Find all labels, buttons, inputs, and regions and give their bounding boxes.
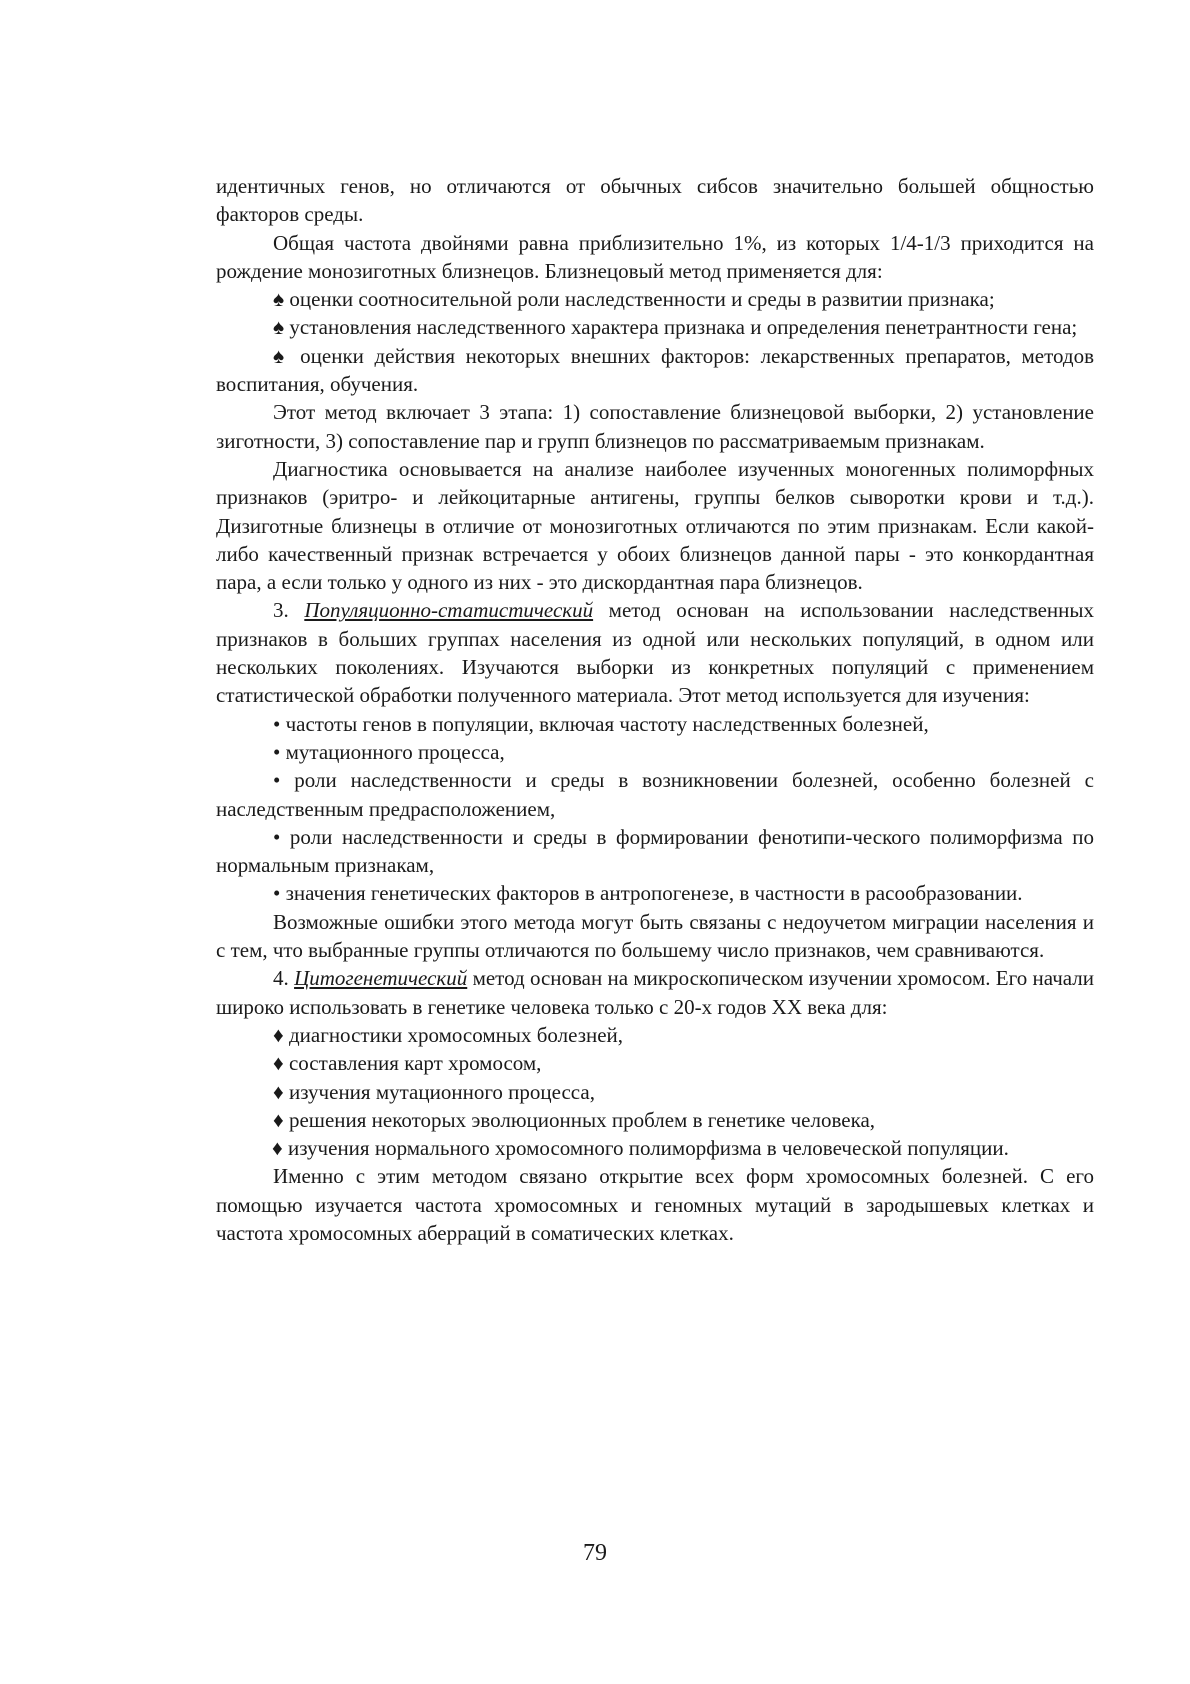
- list-item: ♦ составления карт хромосом,: [273, 1051, 542, 1076]
- list-item: ♦ диагностики хромосомных болезней,: [273, 1022, 624, 1047]
- section-paragraph: [216, 964, 1094, 1021]
- section-number: 4.: [273, 966, 289, 991]
- list-item: ♠ установления наследственного характера признака и определения пенетрантности гена;: [273, 315, 1078, 340]
- page-body: [216, 172, 1094, 1247]
- list-item: ♦ изучения мутационного процесса,: [273, 1079, 595, 1104]
- section-number: 3.: [273, 598, 289, 623]
- list-item: • роли наследственности и среды в возникновении болезней, особенно болезней с наследственным предрасположением,: [216, 768, 1094, 821]
- paragraph: Именно с этим методом связано открытие всех форм хромосомных болезней. С его помощью изучается частота хромосомных и геномных мутаций в зародышевых клетках и частота хромосомных аберраций в соматических клетках.: [216, 1164, 1094, 1245]
- list-item: ♦ решения некоторых эволюционных проблем в генетике человека,: [273, 1107, 876, 1132]
- paragraph: Диагностика основывается на анализе наиболее изученных моногенных полиморфных признаков (эритро- и лейкоцитарные антигены, группы белков сыворотки крови и т.д.). Дизиготные близнецы в отличие от монозиготных отличаются по этим признакам. Если какой-либо качественный признак встречается у обоих близнецов данной пары - это конкордантная пара, а если только у одного из них - это дискордантная пара близнецов.: [216, 456, 1094, 595]
- section-paragraph: [216, 596, 1094, 709]
- paragraph: Этот метод включает 3 этапа: 1) сопоставление близнецовой выборки, 2) установление зиготности, 3) сопоставление пар и групп близнецов по рассматриваемым признакам.: [216, 400, 1094, 453]
- paragraph: Общая частота двойнями равна приблизительно 1%, из которых 1/4-1/3 приходится на рождение монозиготных близнецов. Близнецовый метод применяется для:: [216, 230, 1094, 283]
- section-text: метод основан на микроскопическом изучении хромосом. Его начали широко использовать в генетике человека только с 20-х годов XX века для:: [216, 966, 1095, 1019]
- list-item: • значения генетических факторов в антропогенезе, в частности в расообразовании.: [273, 881, 1023, 906]
- list-item: ♦ изучения нормального хромосомного полиморфизма в человеческой популяции.: [272, 1136, 1009, 1161]
- paragraph: идентичных генов, но отличаются от обычных сибсов значительно большей общностью факторов среды.: [216, 174, 1094, 227]
- list-item: ♠ оценки соотносительной роли наследственности и среды в развитии признака;: [273, 287, 995, 312]
- list-item: • роли наследственности и среды в формировании фенотипи-ческого полиморфизма по нормальным признакам,: [216, 824, 1094, 878]
- list-item: • мутационного процесса,: [273, 739, 505, 764]
- paragraph: Возможные ошибки этого метода могут быть связаны с недоучетом миграции населения и с тем, что выбранные группы отличаются по большему число признаков, чем сравниваются.: [216, 909, 1094, 963]
- section-term: Цитогенетический: [294, 966, 468, 991]
- section-text: метод основан на использовании наследственных признаков в больших группах населения из одной или нескольких популяций, в одном или нескольких поколениях. Изучаются выборки из конкретных популяций с применением статистической обработки полученного материала. Этот метод используется для изучения:: [216, 598, 1095, 708]
- list-item: ♠ оценки действия некоторых внешних факторов: лекарственных препаратов, методов воспитания, обучения.: [216, 343, 1094, 397]
- section-term: Популяционно-статистический: [304, 598, 594, 623]
- list-item: • частоты генов в популяции, включая частоту наследственных болезней,: [273, 711, 929, 736]
- page-number: 79: [583, 1540, 607, 1566]
